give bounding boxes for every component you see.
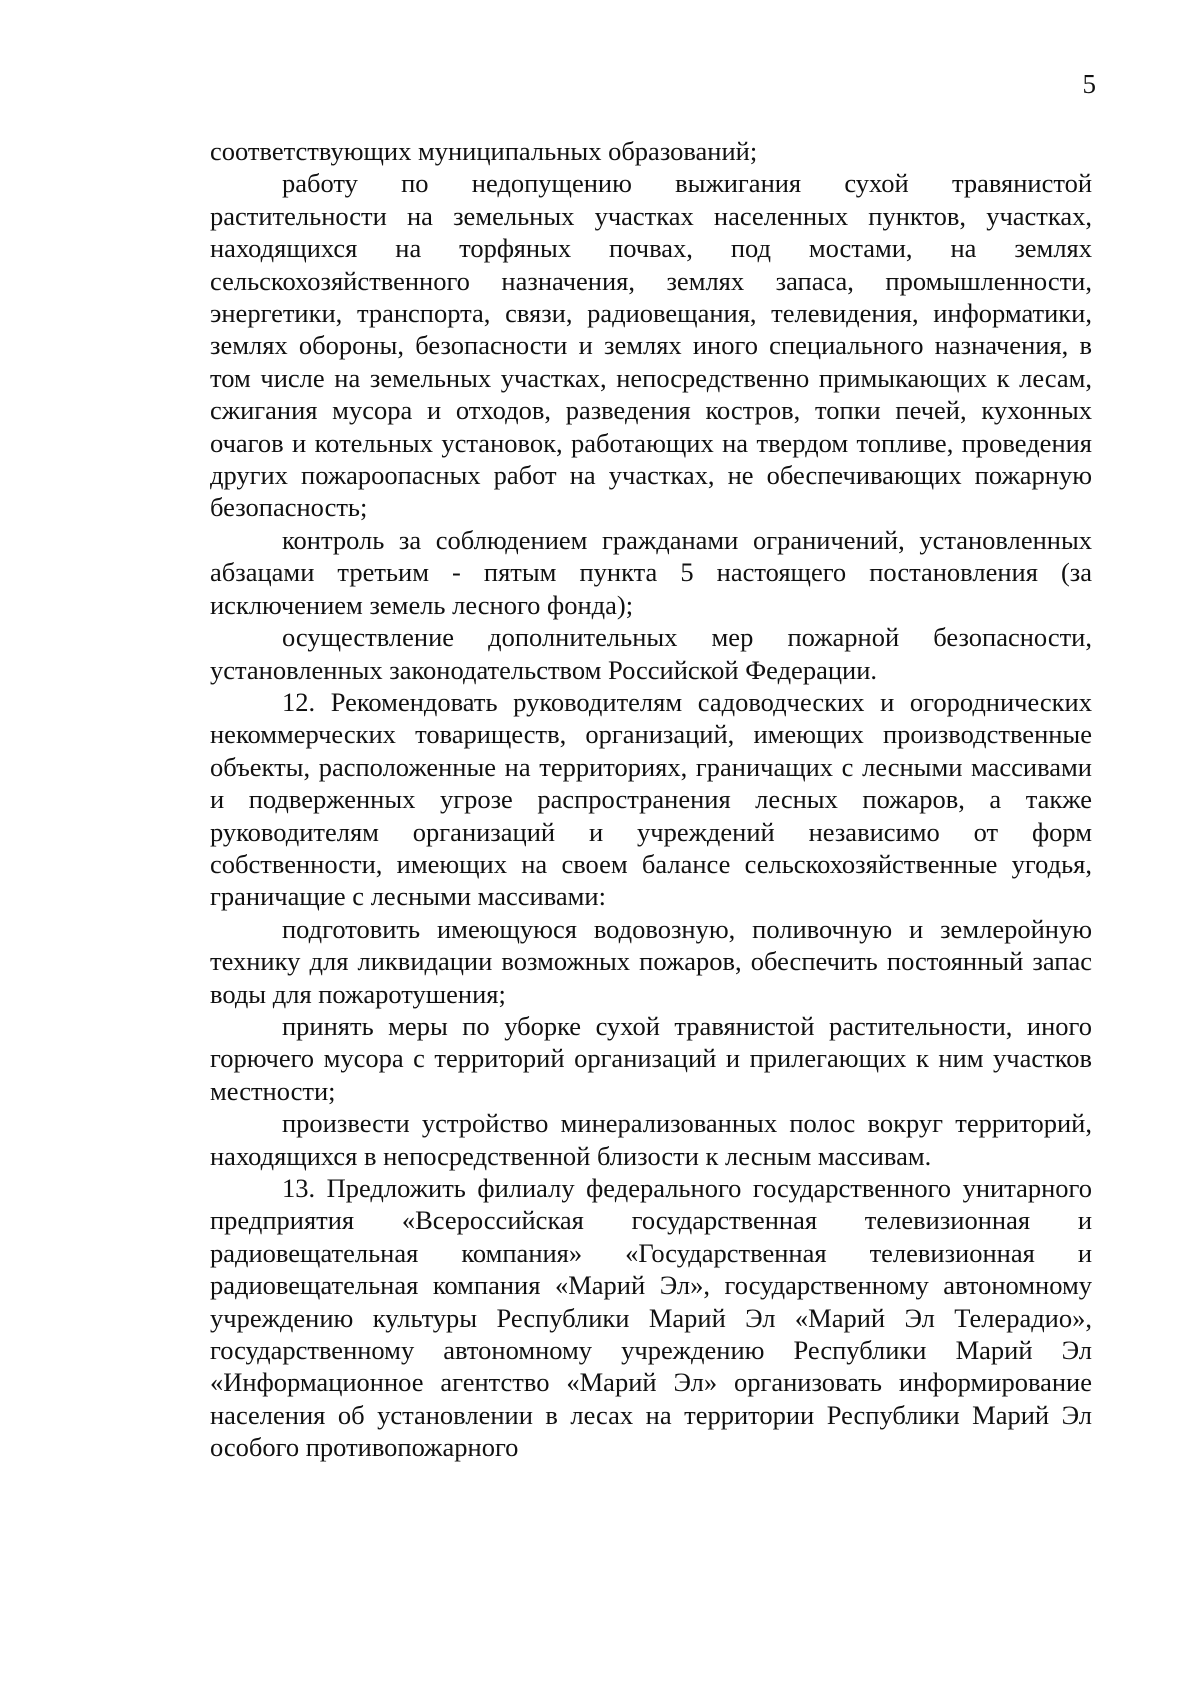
paragraph-citizen-control: контроль за соблюдением гражданами ограничений, установленных абзацами третьим - пятым пункта 5 настоящего постановления (за исключением земель лесного фонда); [210, 524, 1092, 620]
paragraph-additional-measures: осуществление дополнительных мер пожарной безопасности, установленных законодательством Российской Федерации. [210, 622, 1092, 685]
document-body [210, 135, 1092, 1464]
paragraph-dry-grass-burning: работу по недопущению выжигания сухой травянистой растительности на земельных участках населенных пунктов, участках, находящихся на торфяных почвах, под мостами, на землях сельскохозяйственного назначения, землях запаса, промышленности, энергетики, транспорта, связи, радиовещания, телевидения, информатики, землях обороны, безопасности и землях иного специального назначения, в том числе на земельных участках, непосредственно примыкающих к лесам, сжигания мусора и отходов, разведения костров, топки печей, кухонных очагов и котельных установок, работающих на твердом топливе, проведения других пожароопасных работ на участках, не обеспечивающих пожарную безопасность; [210, 168, 1092, 523]
paragraph-prepare-equipment: подготовить имеющуюся водовозную, поливочную и землеройную технику для ликвидации возможных пожаров, обеспечить постоянный запас воды для пожаротушения; [210, 913, 1092, 1009]
paragraph-item-12: 12. Рекомендовать руководителям садоводческих и огороднических некоммерческих товариществ, организаций, имеющих производственные объекты, расположенные на территориях, граничащих с лесными массивами и подверженных угрозе распространения лесных пожаров, а также руководителям организаций и учреждений независимо от форм собственности, имеющих на своем балансе сельскохозяйственные угодья, граничащие с лесными массивами: [210, 686, 1092, 912]
paragraph-continuation: соответствующих муниципальных образований; [210, 136, 758, 166]
paragraph-clean-vegetation: принять меры по уборке сухой травянистой растительности, иного горючего мусора с территорий организаций и прилегающих к ним участков местности; [210, 1010, 1092, 1106]
paragraph-mineralized-strips: произвести устройство минерализованных полос вокруг территорий, находящихся в непосредственной близости к лесным массивам. [210, 1108, 1092, 1171]
page-number: 5 [1082, 69, 1096, 99]
paragraph-item-13: 13. Предложить филиалу федерального государственного унитарного предприятия «Всероссийская государственная телевизионная и радиовещательная компания» «Государственная телевизионная и радиовещательная компания «Марий Эл», государственному автономному учреждению культуры Республики Марий Эл «Марий Эл Телерадио», государственному автономному учреждению Республики Марий Эл «Информационное агентство «Марий Эл» организовать информирование населения об установлении в лесах на территории Республики Марий Эл особого противопожарного [210, 1173, 1092, 1463]
